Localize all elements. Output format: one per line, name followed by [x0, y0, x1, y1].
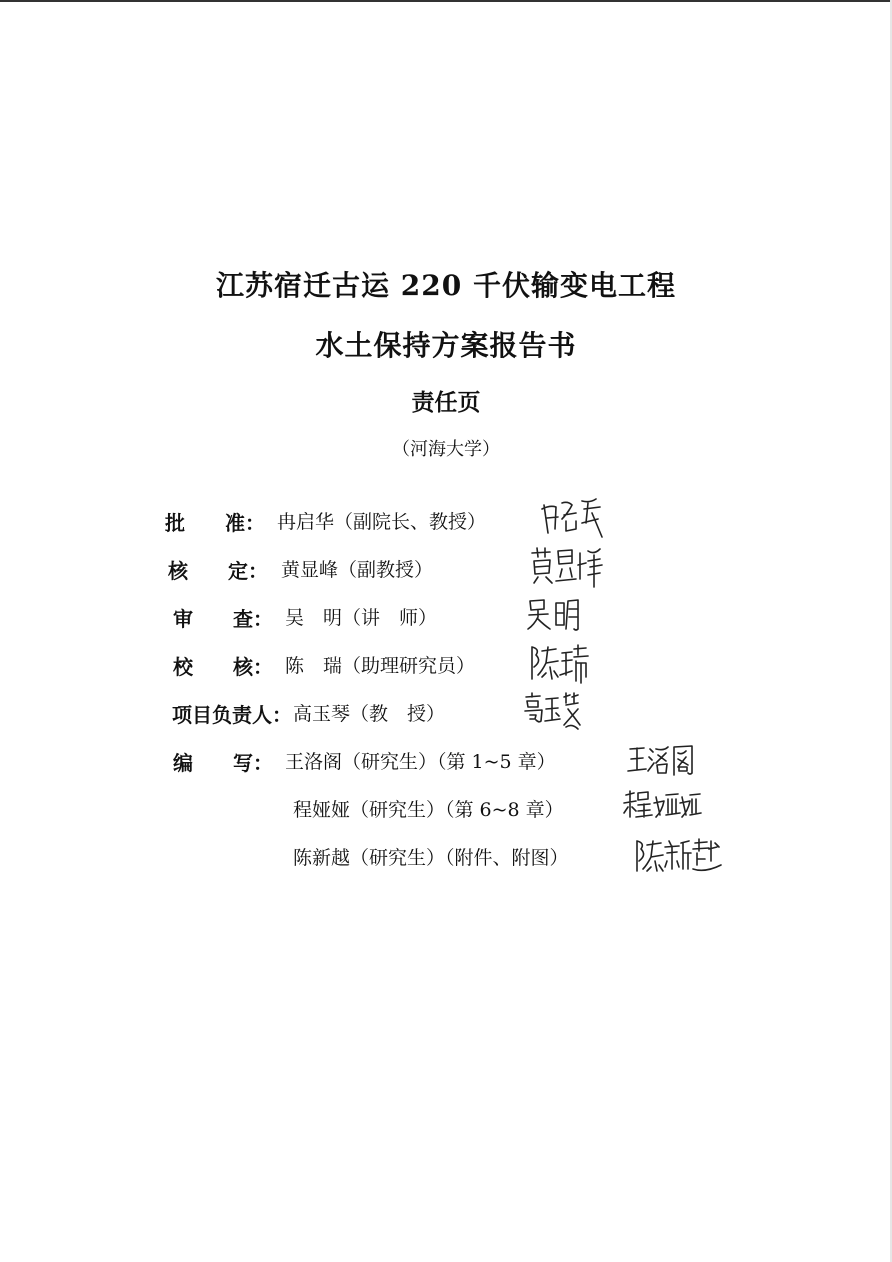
- signature-approve: [538, 493, 610, 541]
- organization: （河海大学）: [392, 439, 500, 460]
- signature-verify: [528, 543, 604, 589]
- signature-author-3: [633, 835, 721, 875]
- responsibility-row-verify: [0, 555, 892, 585]
- responsibility-row-project-lead: [0, 699, 892, 729]
- document-title-line1: 江苏宿迁古运 220 千伏输变电工程: [216, 269, 676, 302]
- signature-author-2: [622, 787, 702, 825]
- person-project-lead: 高玉琴（教 授）: [293, 703, 446, 725]
- signature-review: [526, 595, 582, 635]
- responsibility-row-author-2: [0, 795, 892, 825]
- person-approve: 冉启华（副院长、教授）: [277, 511, 487, 533]
- person-author-2: 程娅娅（研究生）（第 6~8 章）: [293, 799, 564, 821]
- signature-project-lead: [522, 689, 584, 733]
- responsibility-row-review: [0, 603, 892, 633]
- person-review: 吴 明（讲 师）: [285, 607, 438, 629]
- top-border: [0, 0, 892, 2]
- role-label-verify: 核 定：: [168, 559, 268, 583]
- page-subtitle: 责任页: [411, 389, 481, 416]
- signature-author-1: [626, 741, 696, 779]
- document-title-line2: 水土保持方案报告书: [315, 329, 577, 362]
- person-verify: 黄显峰（副教授）: [281, 559, 434, 581]
- person-author-1: 王洛阁（研究生）（第 1~5 章）: [285, 751, 556, 773]
- person-author-3: 陈新越（研究生）（附件、附图）: [293, 847, 569, 869]
- role-label-check: 校 核：: [173, 655, 273, 679]
- role-label-review: 审 查：: [173, 607, 273, 631]
- responsibility-row-author-1: [0, 747, 892, 777]
- responsibility-row-check: [0, 651, 892, 681]
- responsibility-row-author-3: [0, 843, 892, 873]
- role-label-author: 编 写：: [173, 751, 273, 775]
- role-label-approve: 批 准：: [165, 511, 265, 535]
- person-check: 陈 瑞（助理研究员）: [285, 655, 476, 677]
- role-label-project-lead: 项目负责人：: [172, 703, 292, 727]
- signature-check: [528, 641, 590, 685]
- responsibility-row-approve: [0, 507, 892, 537]
